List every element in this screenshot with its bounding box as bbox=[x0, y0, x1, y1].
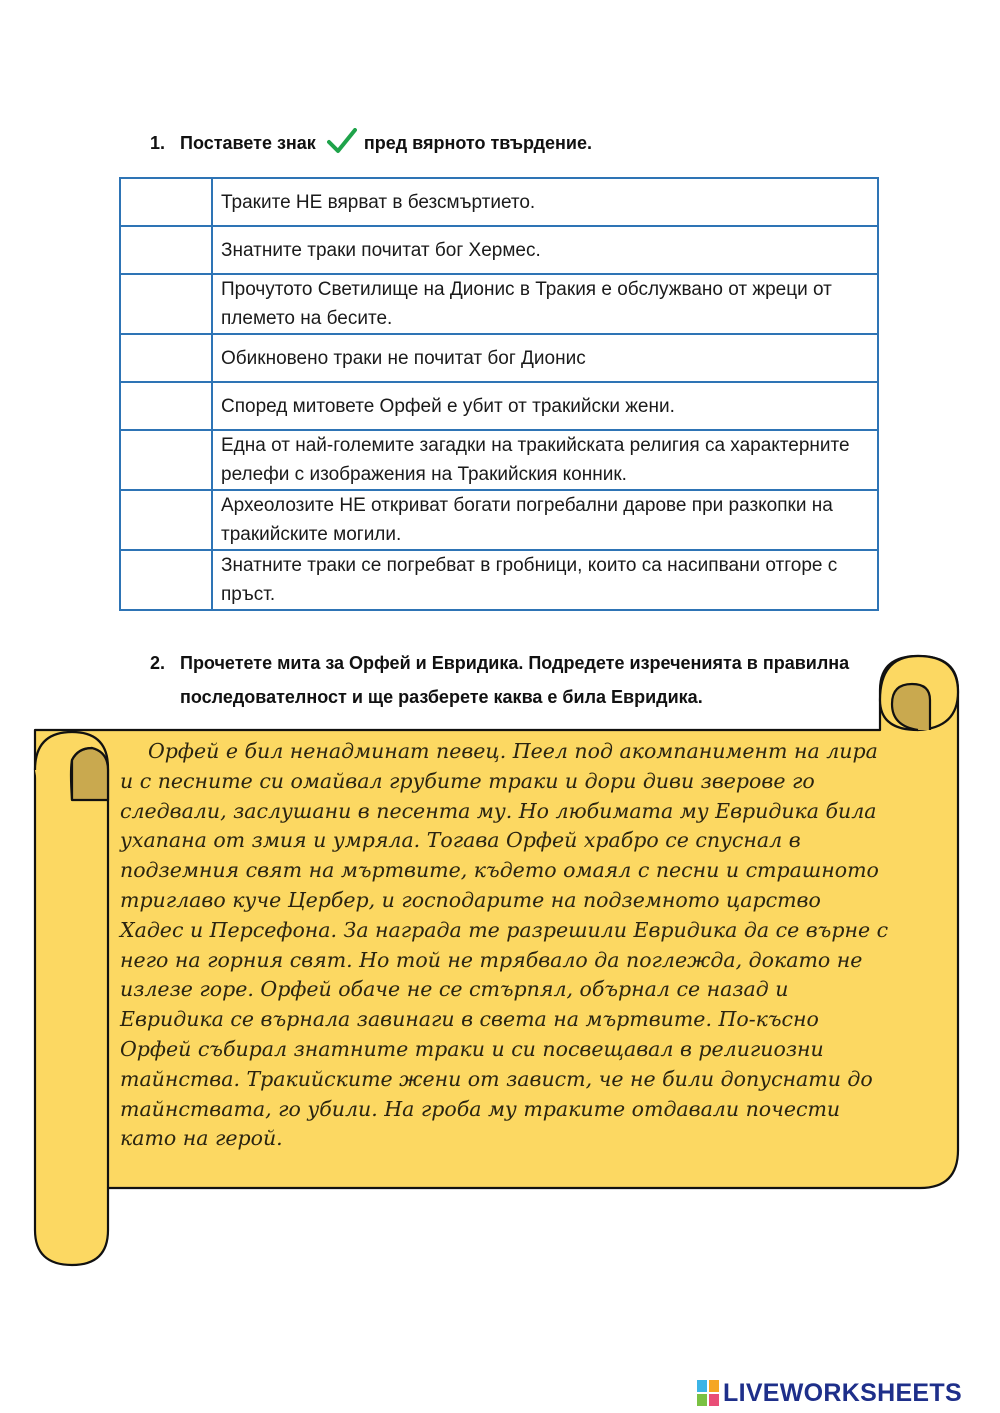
answer-box[interactable] bbox=[120, 382, 212, 430]
answer-box[interactable] bbox=[120, 178, 212, 226]
table-row bbox=[120, 334, 878, 382]
answer-box[interactable] bbox=[120, 226, 212, 274]
question-2-text: Прочетете мита за Орфей и Евридика. Подредете изреченията в правилна последователност и ще разберете каква е била Евридика. bbox=[180, 653, 850, 707]
question-1-title bbox=[150, 126, 850, 160]
answer-box[interactable] bbox=[120, 430, 212, 490]
checkmark-icon bbox=[327, 128, 357, 154]
statement-text: Една от най-големите загадки на тракийската религия са характерните релефи с изображения на Тракийския конник. bbox=[212, 430, 878, 490]
table-row bbox=[120, 430, 878, 490]
statement-text: Археолозите НЕ откриват богати погребални дарове при разкопки на тракийските могили. bbox=[212, 490, 878, 550]
question-1-text-before: Поставете знак bbox=[180, 133, 316, 153]
liveworksheets-logo bbox=[697, 1378, 997, 1408]
liveworksheets-brand-text: LIVEWORKSHEETS bbox=[723, 1379, 962, 1407]
statement-text: Знатните траки се погребват в гробници, които са насипвани отгоре с пръст. bbox=[212, 550, 878, 610]
question-2-number: 2. bbox=[150, 653, 166, 673]
table-row bbox=[120, 490, 878, 550]
statement-text: Обикновено траки не почитат бог Дионис bbox=[212, 334, 878, 382]
table-row bbox=[120, 550, 878, 610]
liveworksheets-logo-icon bbox=[697, 1380, 719, 1406]
myth-story-text: Орфей е бил ненадминат певец. Пеел под акомпанимент на лира и с песните си омайвал грубите траки и дори диви зверове го следвали, заслушани в песента му. Но любимата му Евридика била ухапана от змия и умряла. Тогава Орфей храбро се спуснал в подземния свят на мъртвите, където омаял с песни и страшното триглаво куче Цербер, и господарите на подземното царство Хадес и Персефона. За награда те разрешили Евридика да се върне с него на горния свят. Но той не трябвало да поглежда, докато не излезе горе. Орфей обаче не се стърпял, обърнал се назад и Евридика се върнала завинаги в света на мъртвите. По-късно Орфей събирал знатните траки и си посвещавал в религиозни тайнства. Тракийските жени от завист, че не били допуснати до тайнствата, го убили. На гроба му траките отдавали почести като на герой. bbox=[120, 739, 889, 1151]
answer-box[interactable] bbox=[120, 334, 212, 382]
question-2-title bbox=[150, 646, 890, 716]
answer-box[interactable] bbox=[120, 550, 212, 610]
question-1-number: 1. bbox=[150, 133, 166, 153]
table-row bbox=[120, 274, 878, 334]
question-1-text-after: пред вярното твърдение. bbox=[363, 133, 592, 153]
statement-text: Траките НЕ вярват в безсмъртието. bbox=[212, 178, 878, 226]
table-row bbox=[120, 178, 878, 226]
answer-box[interactable] bbox=[120, 490, 212, 550]
answer-box[interactable] bbox=[120, 274, 212, 334]
statement-text: Според митовете Орфей е убит от тракийски жени. bbox=[212, 382, 878, 430]
table-row bbox=[120, 382, 878, 430]
statements-table bbox=[119, 177, 879, 611]
table-row bbox=[120, 226, 878, 274]
statement-text: Прочутото Светилище на Дионис в Тракия е обслужвано от жреци от племето на бесите. bbox=[212, 274, 878, 334]
statement-text: Знатните траки почитат бог Хермес. bbox=[212, 226, 878, 274]
